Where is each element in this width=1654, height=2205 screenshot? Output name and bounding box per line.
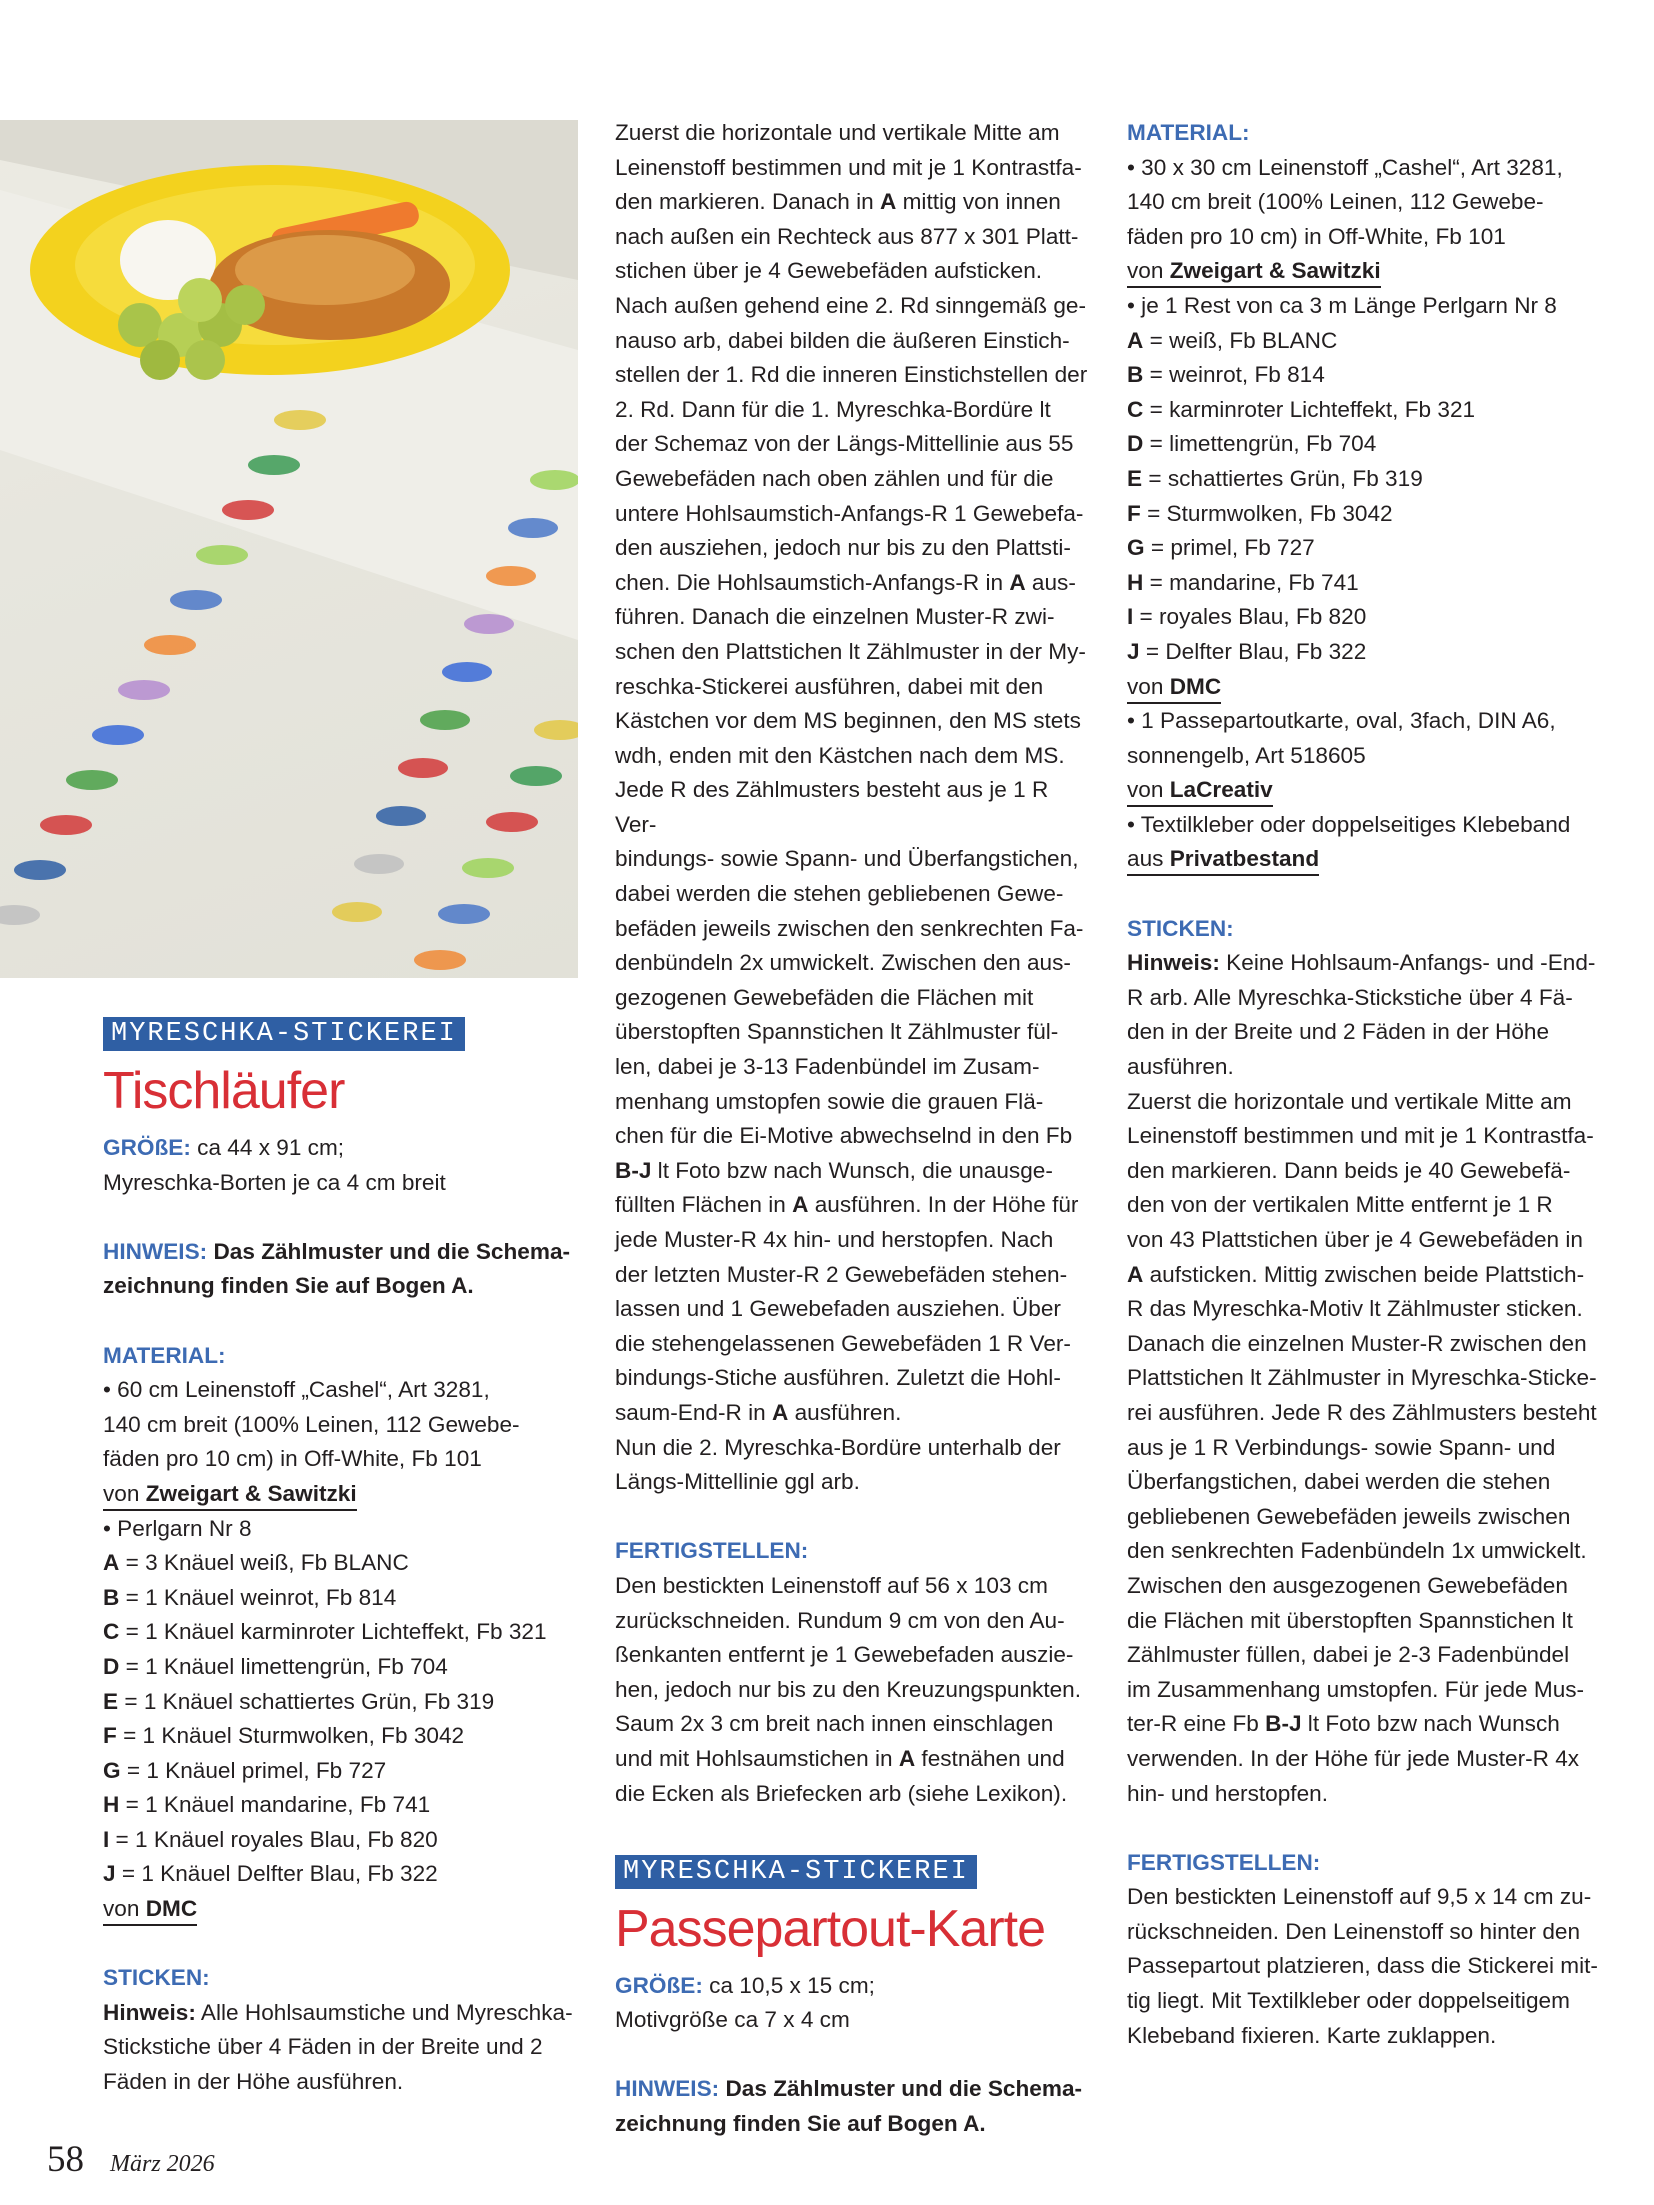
text-line: Überfangstichen, dabei werden die stehen [1127, 1469, 1551, 1495]
text-line: rückschneiden. Den Leinenstoff so hinter den [1127, 1918, 1581, 1944]
text-line: tig liegt. Mit Textilkleber oder doppelseitigem [1127, 1988, 1570, 2014]
text-line: saum-End-R in A ausführen. [615, 1399, 902, 1425]
text-line: den markieren. Danach in A mittig von innen [615, 189, 1061, 215]
text-line: B-J lt Foto bzw nach Wunsch, die unausge- [615, 1157, 1053, 1183]
glue-line: • Textilkleber oder doppelseitiges Klebeband [1127, 811, 1571, 837]
supplier-name: DMC [1169, 673, 1222, 699]
text-line: die Ecken als Briefecken arb (siehe Lexikon). [615, 1780, 1068, 1806]
embroidery-oval [438, 904, 490, 924]
text-line: den ausziehen, jedoch nur bis zu den Plattsti- [615, 535, 1071, 561]
card-line: sonnengelb, Art 518605 [1127, 742, 1366, 768]
note-text-2: zeichnung finden Sie auf Bogen A. [615, 2111, 986, 2137]
embroidery-oval [66, 770, 118, 790]
text-line: stichen über je 4 Gewebefäden aufsticken. [615, 258, 1043, 284]
text-line: Den bestickten Leinenstoff auf 9,5 x 14 cm zu- [1127, 1884, 1592, 1910]
supplier-name: DMC [145, 1896, 198, 1922]
embroidery-oval [354, 854, 404, 874]
color-item: E = schattiertes Grün, Fb 319 [1127, 465, 1423, 491]
color-item: B = 1 Knäuel weinrot, Fb 814 [103, 1584, 397, 1610]
from-label: von [1127, 673, 1164, 699]
color-item: I = royales Blau, Fb 820 [1127, 604, 1367, 630]
from-label: von [1127, 258, 1164, 284]
color-item: J = Delfter Blau, Fb 322 [1127, 638, 1367, 664]
embroidery-oval [464, 614, 514, 634]
embroidery-oval [442, 662, 492, 682]
text-line: Plattstichen lt Zählmuster in Myreschka-Sticke- [1127, 1365, 1597, 1391]
note-heading: HINWEIS: [615, 2076, 720, 2102]
text-line: lassen und 1 Gewebefaden ausziehen. Über [615, 1296, 1061, 1322]
text-line: führen. Danach die einzelnen Muster-R zwi- [615, 604, 1055, 630]
text-line: A aufsticken. Mittig zwischen beide Plattstich- [1127, 1261, 1585, 1287]
text-line: bindungs- sowie Spann- und Überfangstichen, [615, 846, 1079, 872]
material-line: fäden pro 10 cm) in Off-White, Fb 101 [1127, 223, 1506, 249]
embroidery-oval [462, 858, 514, 878]
text-line: denbündeln 2x umwickelt. Zwischen den aus- [615, 950, 1071, 976]
card-title: Passepartout-Karte [615, 1899, 1046, 1958]
left-column [103, 1016, 580, 2100]
from-label: von [1127, 777, 1164, 803]
color-item: A = weiß, Fb BLANC [1127, 327, 1338, 353]
text-line: schen den Plattstichen lt Zählmuster in der My- [615, 638, 1086, 664]
note-text-2: zeichnung finden Sie auf Bogen A. [103, 1273, 474, 1299]
text-line: den senkrechten Fadenbündeln 1x umwickelt. [1127, 1538, 1587, 1564]
note-text: Das Zählmuster und die Schema- [725, 2076, 1083, 2102]
embroidery-oval [170, 590, 222, 610]
text-line: R das Myreschka-Motiv lt Zählmuster sticken. [1127, 1296, 1583, 1322]
embroidery-oval [420, 710, 470, 730]
text-line: Hinweis: Keine Hohlsaum-Anfangs- und -End- [1127, 950, 1596, 976]
embroidery-oval [508, 518, 558, 538]
text-line: den von der vertikalen Mitte entfernt je 1 R [1127, 1192, 1553, 1218]
text-line: Zuerst die horizontale und vertikale Mitte am [1127, 1088, 1572, 1114]
text-line: Passepartout platzieren, dass die Stickerei mit- [1127, 1953, 1598, 1979]
size-text-2: Motivgröße ca 7 x 4 cm [615, 2007, 850, 2033]
text-line: und mit Hohlsaumstichen in A festnähen und [615, 1745, 1065, 1771]
finish-text [1127, 1880, 1603, 2053]
material-line: 140 cm breit (100% Leinen, 112 Gewebe- [103, 1411, 520, 1437]
color-item: H = 1 Knäuel mandarine, Fb 741 [103, 1792, 431, 1818]
text-line: gezogenen Gewebefäden die Flächen mit [615, 984, 1034, 1010]
embroidery-oval [398, 758, 448, 778]
embroidery-oval [332, 902, 382, 922]
yarn-intro: • Perlgarn Nr 8 [103, 1515, 252, 1541]
color-item: A = 3 Knäuel weiß, Fb BLANC [103, 1550, 409, 1576]
text-line: aus je 1 R Verbindungs- sowie Spann- und [1127, 1434, 1556, 1460]
color-item: C = 1 Knäuel karminroter Lichteffekt, Fb 321 [103, 1619, 547, 1645]
embroidery-oval [248, 455, 300, 475]
embroidery-oval [414, 950, 466, 970]
stitch-text [1127, 946, 1603, 1811]
text-line: von 43 Plattstichen über je 4 Gewebefäden in [1127, 1227, 1583, 1252]
text-line: 2. Rd. Dann für die 1. Myreschka-Bordüre lt [615, 396, 1051, 422]
text-line: verwenden. In der Höhe für jede Muster-R 4x [1127, 1745, 1580, 1771]
text-line: Den bestickten Leinenstoff auf 56 x 103 cm [615, 1572, 1048, 1598]
supplier-name: Zweigart & Sawitzki [1169, 258, 1381, 284]
page-number: 58 [47, 2139, 84, 2180]
text-line: ter-R eine Fb B-J lt Foto bzw nach Wunsch [1127, 1711, 1560, 1737]
finish-text [615, 1569, 1090, 1811]
hint-label: Hinweis: [103, 1999, 196, 2025]
text-line: jede Muster-R 4x hin- und herstopfen. Nach [615, 1227, 1054, 1252]
supplier-name: Privatbestand [1169, 846, 1320, 872]
text-line: füllten Flächen in A ausführen. In der Höhe für [615, 1192, 1079, 1218]
text-line: menhang umstopfen sowie die grauen Flä- [615, 1088, 1044, 1114]
color-item: E = 1 Knäuel schattiertes Grün, Fb 319 [103, 1688, 495, 1714]
material-heading: MATERIAL: [103, 1342, 226, 1368]
color-item: I = 1 Knäuel royales Blau, Fb 820 [103, 1826, 438, 1852]
size-heading: GRÖßE: [103, 1135, 191, 1160]
stitch-heading: STICKEN: [103, 1965, 210, 1991]
text-line: Klebeband fixieren. Karte zuklappen. [1127, 2022, 1497, 2048]
text-line: chen für die Ei-Motive abwechselnd in den Fb [615, 1123, 1073, 1149]
text-line: Leinenstoff bestimmen und mit je 1 Kontrastfa- [615, 154, 1082, 180]
text-line: die stehengelassenen Gewebefäden 1 R Ver- [615, 1330, 1071, 1356]
size-heading: GRÖßE: [615, 1972, 703, 1998]
page-footer [47, 2138, 215, 2181]
color-item: D = limettengrün, Fb 704 [1127, 431, 1377, 457]
color-item: D = 1 Knäuel limettengrün, Fb 704 [103, 1653, 448, 1679]
from-label: aus [1127, 846, 1164, 872]
embroidery-oval [144, 635, 196, 655]
from-label: von [103, 1896, 140, 1922]
text-line: Nach außen gehend eine 2. Rd sinngemäß ge- [615, 292, 1087, 318]
color-item: G = primel, Fb 727 [1127, 535, 1315, 561]
text-line: der letzten Muster-R 2 Gewebefäden stehen- [615, 1261, 1068, 1287]
embroidery-oval [376, 806, 426, 826]
color-item: F = 1 Knäuel Sturmwolken, Fb 3042 [103, 1723, 465, 1749]
section-band: MYRESCHKA-STICKEREI [103, 1017, 465, 1051]
embroidery-oval [14, 860, 66, 880]
text-line: gebliebenen Gewebefäden jeweils zwischen [1127, 1503, 1571, 1529]
from-label: von [103, 1480, 140, 1506]
color-list [103, 1546, 580, 1892]
table-runner-photo [0, 120, 578, 978]
text-line: nauso arb, dabei bilden die äußeren Einstich- [615, 327, 1070, 353]
color-item: B = weinrot, Fb 814 [1127, 362, 1325, 388]
text-line: Zählmuster füllen, dabei je 2-3 Fadenbündel [1127, 1642, 1570, 1668]
text-line: R arb. Alle Myreschka-Stickstiche über 4 Fä- [1127, 984, 1573, 1010]
text-line: Längs-Mittellinie ggl arb. [615, 1469, 860, 1495]
middle-column [615, 116, 1090, 2142]
stitch-heading: STICKEN: [1127, 915, 1234, 941]
supplier-name: Zweigart & Sawitzki [145, 1480, 357, 1506]
note-text: Das Zählmuster und die Schema- [213, 1238, 571, 1264]
embroidery-oval [222, 500, 274, 520]
text-line: den markieren. Dann beids je 40 Gewebefä- [1127, 1157, 1571, 1183]
text-line: reschka-Stickerei ausführen, dabei mit den [615, 673, 1044, 699]
embroidery-oval [196, 545, 248, 565]
material-heading: MATERIAL: [1127, 120, 1250, 145]
finish-heading: FERTIGSTELLEN: [615, 1538, 809, 1564]
page-title: Tischläufer [103, 1062, 345, 1120]
embroidery-oval [40, 815, 92, 835]
embroidery-oval [92, 725, 144, 745]
text-line: Gewebefäden nach oben zählen und für die [615, 465, 1054, 491]
text-line: Danach die einzelnen Muster-R zwischen den [1127, 1330, 1587, 1356]
instructions-text [615, 116, 1090, 1500]
text-line: den in der Breite und 2 Fäden in der Höhe [1127, 1019, 1550, 1045]
text-line: hen, jedoch nur bis zu den Kreuzungspunkten. [615, 1676, 1082, 1702]
color-list [1127, 324, 1603, 670]
note-heading: HINWEIS: [103, 1238, 208, 1264]
text-line: Leinenstoff bestimmen und mit je 1 Kontrastfa- [1127, 1123, 1594, 1149]
text-line: chen. Die Hohlsaumstich-Anfangs-R in A aus- [615, 569, 1076, 595]
text-line: untere Hohlsaumstich-Anfangs-R 1 Gewebefa- [615, 500, 1084, 526]
text-line: der Schemaz von der Längs-Mittellinie aus 55 [615, 431, 1074, 457]
text-line: im Zusammenhang umstopfen. Für jede Mus- [1127, 1676, 1585, 1702]
right-column [1127, 116, 1603, 2053]
text-line: überstopften Spannstichen lt Zählmuster fül- [615, 1019, 1059, 1045]
stitch-text: Alle Hohlsaumstiche und Myreschka- [195, 1999, 573, 2025]
color-item: J = 1 Knäuel Delfter Blau, Fb 322 [103, 1861, 438, 1887]
card-line: • 1 Passepartoutkarte, oval, 3fach, DIN A6, [1127, 708, 1556, 734]
text-line: Saum 2x 3 cm breit nach innen einschlagen [615, 1711, 1054, 1737]
size-text-2: Myreschka-Borten je ca 4 cm breit [103, 1169, 446, 1195]
text-line: ßenkanten entfernt je 1 Gewebefaden auszie- [615, 1642, 1074, 1668]
text-line: dabei werden die stehen gebliebenen Gewe- [615, 881, 1064, 907]
embroidery-oval [486, 812, 538, 832]
stitch-text: Fäden in der Höhe ausführen. [103, 2069, 404, 2095]
material-line: 140 cm breit (100% Leinen, 112 Gewebe- [1127, 189, 1544, 215]
text-line: bindungs-Stiche ausführen. Zuletzt die Hohl- [615, 1365, 1061, 1391]
text-line: len, dabei je 3-13 Fadenbündel im Zusam- [615, 1054, 1040, 1080]
embroidery-oval [118, 680, 170, 700]
stitch-text: Stickstiche über 4 Fäden in der Breite und 2 [103, 2034, 543, 2060]
text-line: Jede R des Zählmusters besteht aus je 1 R Ver- [615, 777, 1049, 837]
embroidery-oval [530, 470, 578, 490]
text-line: Zwischen den ausgezogenen Gewebefäden [1127, 1572, 1568, 1598]
embroidery-oval [534, 720, 578, 740]
photo-illustration [0, 120, 578, 978]
color-item: H = mandarine, Fb 741 [1127, 569, 1359, 595]
material-line: • 30 x 30 cm Leinenstoff „Cashel“, Art 3281, [1127, 154, 1563, 180]
embroidery-oval [486, 566, 536, 586]
text-line: rei ausführen. Jede R des Zählmusters besteht [1127, 1399, 1597, 1425]
material-line: fäden pro 10 cm) in Off-White, Fb 101 [103, 1446, 482, 1472]
section-band: MYRESCHKA-STICKEREI [615, 1855, 977, 1889]
text-line: zurückschneiden. Rundum 9 cm von den Au- [615, 1607, 1065, 1633]
text-line: Nun die 2. Myreschka-Bordüre unterhalb der [615, 1434, 1061, 1460]
material-line: • 60 cm Leinenstoff „Cashel“, Art 3281, [103, 1377, 490, 1403]
text-line: befäden jeweils zwischen den senkrechten Fa- [615, 915, 1084, 941]
color-item: G = 1 Knäuel primel, Fb 727 [103, 1757, 387, 1783]
size-text: ca 44 x 91 cm; [197, 1135, 345, 1160]
color-item: C = karminroter Lichteffekt, Fb 321 [1127, 396, 1476, 422]
text-line: nach außen ein Rechteck aus 877 x 301 Platt- [615, 223, 1079, 249]
embroidery-oval [0, 905, 40, 925]
embroidery-oval [274, 410, 326, 430]
text-line: ausführen. [1127, 1054, 1234, 1080]
supplier-name: LaCreativ [1169, 777, 1273, 803]
text-line: die Flächen mit überstopften Spannstichen lt [1127, 1607, 1573, 1633]
text-line: Kästchen vor dem MS beginnen, den MS stets [615, 708, 1081, 734]
text-line: wdh, enden mit den Kästchen nach dem MS. [615, 742, 1065, 768]
yarn-intro: • je 1 Rest von ca 3 m Länge Perlgarn Nr 8 [1127, 292, 1557, 318]
text-line: hin- und herstopfen. [1127, 1780, 1328, 1806]
embroidery-oval [510, 766, 562, 786]
issue-date: März 2026 [110, 2151, 215, 2177]
finish-heading: FERTIGSTELLEN: [1127, 1849, 1321, 1875]
size-text: ca 10,5 x 15 cm; [709, 1972, 875, 1998]
text-line: stellen der 1. Rd die inneren Einstichstellen der [615, 362, 1088, 388]
text-line: Zuerst die horizontale und vertikale Mitte am [615, 120, 1060, 145]
hint-label: Hinweis: [1127, 950, 1220, 976]
color-item: F = Sturmwolken, Fb 3042 [1127, 500, 1393, 526]
